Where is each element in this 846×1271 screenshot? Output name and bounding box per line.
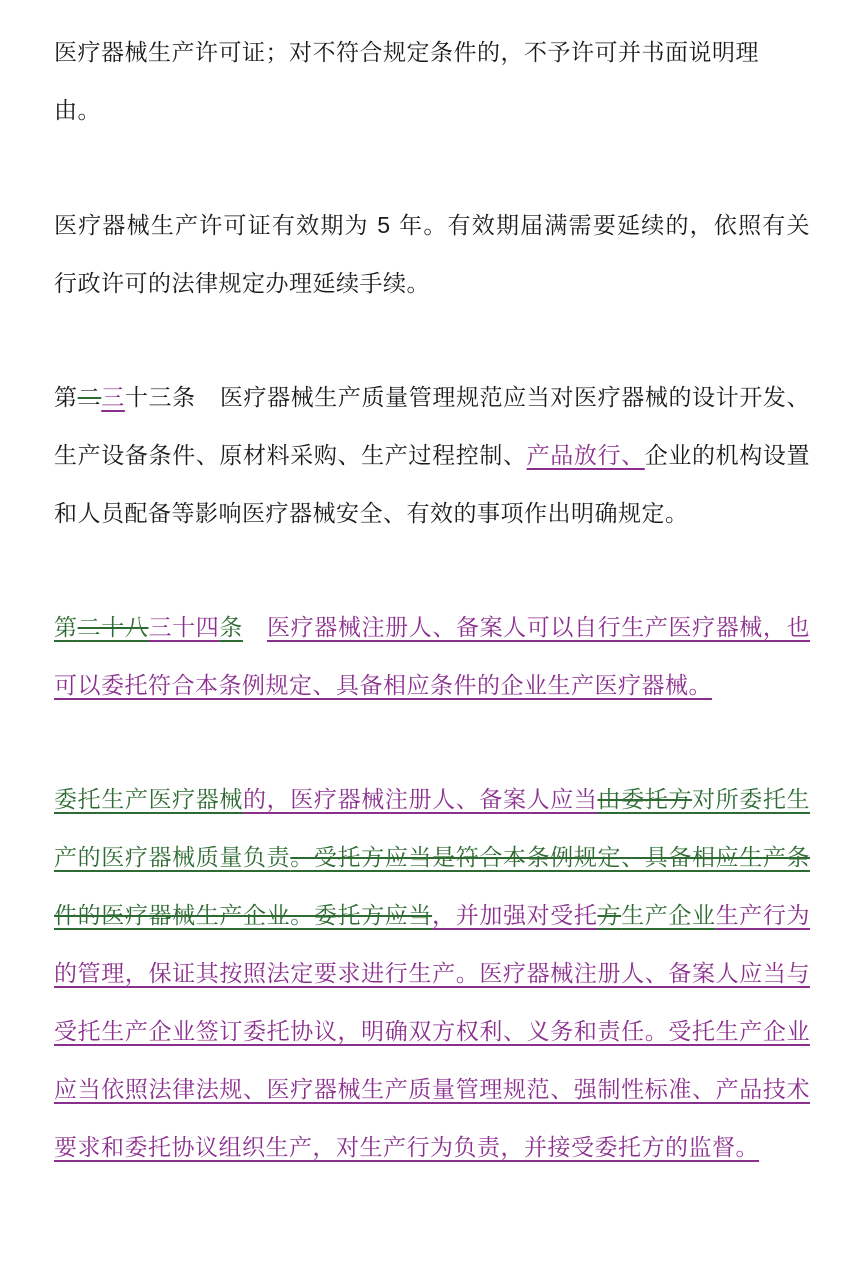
- deleted-text: 。受托方应当是符合本条例规定、具备相应生产条件的医疗器械生产企业。委托方应当: [54, 845, 811, 929]
- deleted-text: 由委托方: [597, 787, 693, 813]
- entrusted-production-paragraph: [54, 771, 810, 1177]
- text-run: 医疗器械生产质量管理规范应当对医疗器械的设计开发、生产设备条件、原材料采购、生产过程控制、: [54, 385, 811, 469]
- deleted-text: 二十八: [77, 615, 149, 641]
- text-run: 年。有效期届满需要延续的，依照有关行政许可的法律规定办理延续手续。: [54, 213, 811, 297]
- moved-text: 对所委托生产的医疗器械质量负责: [54, 787, 811, 871]
- article-34-paragraph: [54, 599, 810, 715]
- moved-text: 条: [219, 615, 243, 641]
- inserted-text: 医疗器械注册人、备案人可以自行生产医疗器械，也可以委托符合本条例规定、具备相应条件的企业生产医疗器械。: [54, 615, 811, 699]
- deleted-text: 二: [77, 385, 102, 411]
- article-number-rest: 十三条: [124, 385, 196, 411]
- inserted-text: 产品放行、: [526, 443, 645, 469]
- text-run: 由。: [54, 98, 101, 124]
- text-run: 企业的机构设置和人员配备等影响医疗器械安全、有效的事项作出明确规定。: [54, 443, 811, 527]
- deleted-text: 方: [597, 903, 622, 929]
- moved-text: 委托生产医疗器械: [54, 787, 244, 813]
- inserted-text: 三: [101, 385, 125, 411]
- article-33-paragraph: [54, 369, 810, 543]
- inserted-text: 三十四: [148, 615, 220, 641]
- paragraph-license-refusal: [54, 24, 810, 140]
- text-run: 医疗器械生产许可证；对不符合规定条件的，不予许可并书面说明理: [54, 40, 759, 66]
- validity-years: 5: [377, 212, 391, 238]
- moved-text: 第: [54, 615, 78, 641]
- inserted-text: 生产行为的管理，保证其按照法定要求进行生产。医疗器械注册人、备案人应当与受托生产企业签订委托协议，明确双方权利、义务和责任。受托生产企业应当依照法律法规、医疗器械生产质量管理规范、强制性标准、产品技术要求和委托协议组织生产，对生产行为负责，并接受委托方的监督。: [54, 903, 811, 1161]
- inserted-text: ，并加强对受托: [432, 903, 598, 929]
- article-prefix: 第: [54, 385, 78, 411]
- paragraph-license-validity: [54, 196, 810, 313]
- text-run: 医疗器械生产许可证有效期为: [54, 213, 378, 239]
- inserted-text: 的，医疗器械注册人、备案人应当: [243, 787, 598, 813]
- moved-text: 生产企业: [621, 903, 716, 929]
